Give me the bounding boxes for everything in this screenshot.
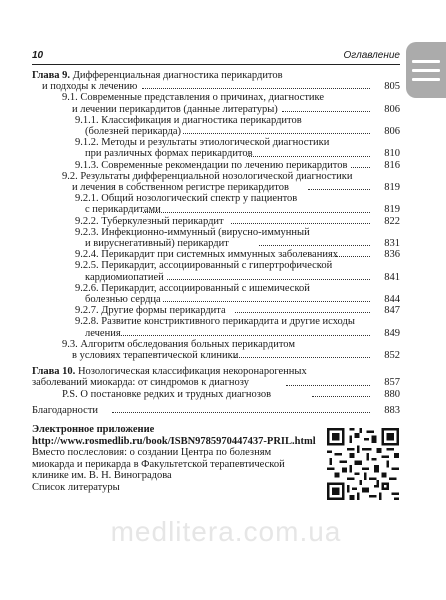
toc-entry[interactable] (32, 249, 400, 260)
electronic-appendix (32, 424, 322, 494)
toc-entry-text: 9.2.1. Общий нозологический спектр у пациентов (75, 193, 298, 205)
toc-entry-text: 9.2. Результаты дифференциальной нозологической диагностики (62, 170, 353, 182)
toc-entry[interactable] (32, 339, 400, 361)
toc-entry[interactable] (32, 389, 400, 400)
chapter-label: Глава 9. (32, 70, 71, 81)
toc-entry-text: лечения (85, 327, 121, 339)
toc-page-number: 806 (384, 103, 400, 115)
toc-page-number: 849 (384, 327, 400, 339)
toc-entry-text: при различных формах перикардитов (85, 148, 253, 160)
toc-entry-text: 9.2.6. Перикардит, ассоциированный с ишемической (75, 282, 310, 294)
toc-entry-text: 9.2.8. Развитие констриктивного перикардита и другие исходы (75, 316, 355, 328)
toc-entry-text: 9.3. Алгоритм обследования больных перикардитом (62, 338, 295, 350)
toc-entry-text: 9.2.3. Инфекционно-иммунный (вирусно-иммунный (75, 226, 310, 238)
toc-page-number: 847 (384, 305, 400, 317)
appendix-line: клинике им. В. Н. Виноградова (32, 470, 172, 482)
dot-leader (247, 156, 370, 157)
toc-entry-text: 9.1.1. Классификация и диагностика перикардитов (75, 114, 302, 126)
dot-leader (163, 301, 370, 302)
toc-page-number: 819 (384, 182, 400, 194)
toc-entry-text: в условиях терапевтической клиники (72, 350, 239, 362)
dot-leader (142, 88, 370, 89)
toc-page-number: 880 (384, 388, 400, 400)
toc-entry-text: с перикардитами (85, 204, 161, 216)
toc-entry[interactable] (32, 115, 400, 137)
toc-entry-text: 9.1.2. Методы и результаты этиологической диагностики (75, 137, 330, 149)
toc-entry[interactable] (32, 227, 400, 249)
toc-page-number: 822 (384, 215, 400, 227)
hamburger-bar (412, 69, 440, 72)
dot-leader (183, 133, 370, 134)
toc-entry[interactable] (32, 171, 400, 193)
toc-page-number: 844 (384, 294, 400, 306)
toc-page-number: 857 (384, 377, 400, 389)
toc-entry[interactable] (32, 92, 400, 114)
toc-entry-text: Благодарности (32, 404, 99, 416)
toc-entry-text: 9.2.5. Перикардит, ассоциированный с гипертрофической (75, 260, 333, 272)
toc-entry[interactable] (32, 366, 400, 388)
toc-entry[interactable] (32, 305, 400, 316)
toc-entry[interactable] (32, 70, 400, 92)
toc-entry-text: и лечения в собственном регистре перикардитов (72, 182, 289, 194)
toc-entry[interactable] (32, 283, 400, 305)
dot-leader (259, 245, 370, 246)
toc-entry-text: 9.2.7. Другие формы перикардита (75, 305, 226, 317)
toc-entry-text: и лечении перикардитов (данные литературы) (72, 103, 278, 115)
toc-entry[interactable] (32, 193, 400, 215)
toc-page-number: 816 (384, 159, 400, 171)
toc-entry[interactable] (32, 260, 400, 282)
section-title: Оглавление (343, 50, 400, 61)
qr-code-icon[interactable] (327, 428, 399, 500)
toc-page-number: 841 (384, 271, 400, 283)
dot-leader (335, 256, 370, 257)
hamburger-menu-icon (412, 60, 440, 63)
menu-button[interactable] (406, 42, 446, 98)
toc-entry[interactable] (32, 160, 400, 171)
toc-entry[interactable] (32, 405, 400, 416)
toc-page-number: 810 (384, 148, 400, 160)
toc-entry-text: 9.2.2. Туберкулезный перикардит (75, 215, 224, 227)
dot-leader (312, 396, 370, 397)
toc-page-number: 836 (384, 249, 400, 261)
dot-leader (286, 385, 370, 386)
toc-entry[interactable] (32, 216, 400, 227)
dot-leader (351, 167, 370, 168)
appendix-url[interactable]: http://www.rosmedlib.ru/book/ISBN9785970447437-PRIL.html (32, 435, 316, 447)
appendix-line: миокарда и перикарда в Факультетской терапевтической (32, 458, 285, 470)
toc-entry-text: заболеваний миокарда: от синдромов к диагнозу (32, 377, 249, 389)
toc-entry-text: кардиомиопатией (85, 271, 164, 283)
toc-entry-text: Дифференциальная диагностика перикардитов (72, 70, 283, 81)
toc-entry[interactable] (32, 137, 400, 159)
appendix-title: Электронное приложение (32, 424, 155, 435)
toc-entry[interactable] (32, 316, 400, 338)
dot-leader (119, 335, 370, 336)
toc-page-number: 852 (384, 350, 400, 362)
hamburger-bar (412, 78, 440, 81)
dot-leader (112, 412, 370, 413)
toc-page-number: 819 (384, 204, 400, 216)
dot-leader (234, 357, 370, 358)
dot-leader (167, 279, 370, 280)
dot-leader (282, 111, 370, 112)
dot-leader (143, 212, 370, 213)
dot-leader (235, 312, 370, 313)
toc-page-number: 883 (384, 404, 400, 416)
appendix-line: Вместо послесловия: о создании Центра по болезням (32, 447, 272, 459)
toc-entry-text: 9.1.3. Современные рекомендации по лечению перикардитов (75, 159, 348, 171)
toc-page-number: 806 (384, 126, 400, 138)
page-header (32, 50, 400, 68)
appendix-line: Список литературы (32, 481, 120, 493)
toc-entry-text: (болезней перикарда) (85, 126, 182, 138)
watermark: medlitera.com.ua (110, 516, 342, 547)
dot-leader (231, 223, 370, 224)
toc-entry-text: болезнью сердца (85, 294, 161, 306)
toc-entry-text: Нозологическая классификация некоронарогенных (77, 366, 307, 378)
toc-entry-text: и вируснегативный) перикардит (85, 238, 229, 250)
header-rule (32, 64, 400, 65)
toc-entry-text: P.S. О постановке редких и трудных диагнозов (62, 388, 272, 400)
dot-leader (308, 189, 370, 190)
page-number: 10 (32, 50, 44, 61)
toc-entry-text: 9.1. Современные представления о причинах, диагностике (62, 92, 325, 104)
chapter-label: Глава 10. (32, 366, 76, 378)
table-of-contents (32, 70, 400, 416)
toc-page-number: 805 (384, 81, 400, 93)
toc-entry-text: 9.2.4. Перикардит при системных иммунных заболеваниях (75, 249, 339, 261)
toc-entry-text: и подходы к лечению (42, 81, 138, 93)
toc-page-number: 831 (384, 238, 400, 250)
